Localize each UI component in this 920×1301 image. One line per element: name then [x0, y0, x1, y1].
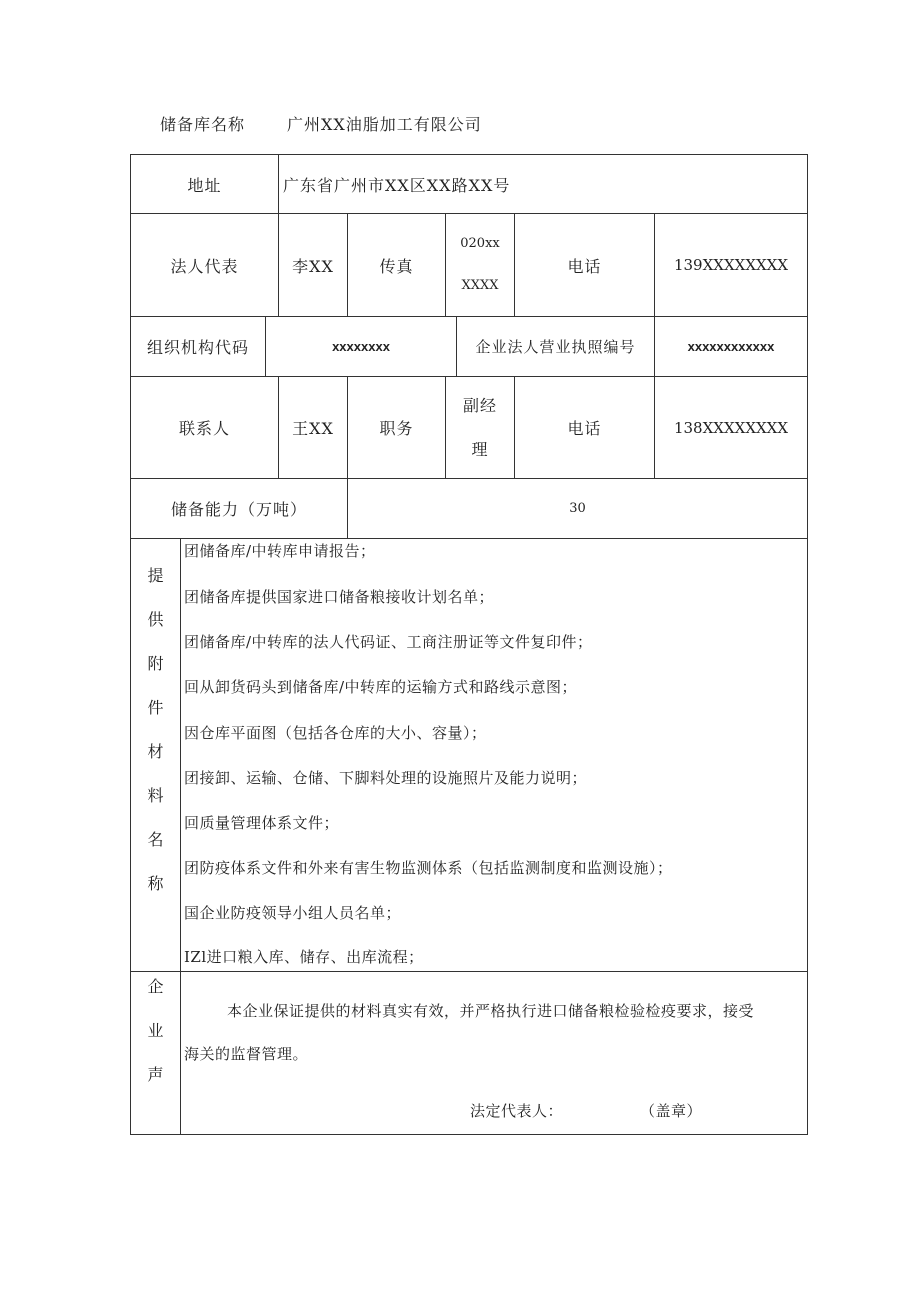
legal-phone-value: 139XXXXXXXX: [673, 256, 789, 274]
attachments-label-char: 件: [147, 698, 164, 717]
storage-name-value: 广州XX油脂加工有限公司: [287, 115, 482, 134]
attachment-item: 团储备库/中转库申请报告；: [184, 542, 376, 560]
capacity-value: 30: [569, 501, 586, 516]
declaration-text-line2: 海关的监督管理。: [184, 1045, 309, 1063]
declaration-label: [131, 977, 180, 1085]
storage-name-label: 储备库名称: [160, 115, 246, 134]
address-label: 地址: [187, 175, 222, 195]
legal-rep-name: 李XX: [292, 256, 334, 276]
attachments-label-char: 提: [147, 566, 164, 585]
attachment-item: 回从卸货码头到储备库/中转库的运输方式和路线示意图；: [184, 678, 578, 696]
declaration-label-char: 声: [147, 1065, 164, 1084]
job-title-line1: 副经: [462, 395, 497, 415]
attachments-label-char: 料: [147, 786, 164, 805]
contact-phone-label: 电话: [567, 419, 602, 438]
fax-label: 传真: [379, 256, 414, 276]
attachment-item: IZl进口粮入库、储存、出库流程；: [184, 948, 424, 966]
job-title-label: 职务: [379, 419, 414, 438]
attachments-label-char: 附: [147, 654, 164, 673]
contact-phone-value: 138XXXXXXXX: [673, 418, 789, 437]
attachment-item: 团接卸、运输、仓储、下脚料处理的设施照片及能力说明；: [184, 769, 588, 787]
address-value: 广东省广州市XX区XX路XX号: [283, 175, 511, 195]
attachment-item: 回质量管理体系文件；: [184, 814, 340, 832]
attachment-item: 团储备库/中转库的法人代码证、工商注册证等文件复印件；: [184, 633, 593, 651]
seal-label: （盖章）: [640, 1102, 703, 1120]
legal-rep-label: 法人代表: [170, 256, 239, 276]
declaration-label-char: 业: [147, 1021, 164, 1040]
legal-signer-label: 法定代表人：: [470, 1102, 564, 1120]
contact-label: 联系人: [178, 419, 230, 438]
contact-name: 王XX: [292, 419, 334, 438]
attachments-label-char: 材: [147, 742, 164, 761]
attachment-item: 国企业防疫领导小组人员名单；: [184, 904, 402, 922]
attachments-label-char: 称: [147, 874, 164, 893]
declaration-text-line1: 本企业保证提供的材料真实有效，并严格执行进口储备粮检验检疫要求，接受: [227, 1002, 755, 1020]
fax-value: [446, 214, 514, 316]
fax-value-line2: XXXX: [461, 278, 499, 293]
capacity-label: 储备能力（万吨）: [170, 500, 307, 519]
business-license-value: xxxxxxxxxxxx: [687, 339, 775, 354]
attachments-label-char: 供: [147, 610, 164, 629]
attachments-label: [131, 566, 180, 894]
org-code-value: xxxxxxxx: [332, 339, 390, 354]
attachments-label-char: 名: [147, 830, 164, 849]
fax-value-line1: 020xx: [460, 236, 500, 251]
attachment-item: 团储备库提供国家进口储备粮接收计划名单；: [184, 588, 495, 606]
legal-phone-label: 电话: [567, 256, 602, 276]
job-title-line2: 理: [471, 439, 489, 459]
attachment-item: 团防疫体系文件和外来有害生物监测体系（包括监测制度和监测设施）；: [184, 859, 673, 877]
business-license-label: 企业法人营业执照编号: [475, 338, 636, 356]
org-code-label: 组织机构代码: [146, 338, 249, 357]
job-title-value: [446, 377, 514, 478]
declaration-label-char: 企: [147, 977, 164, 996]
attachment-item: 因仓库平面图（包括各仓库的大小、容量）；: [184, 724, 487, 742]
